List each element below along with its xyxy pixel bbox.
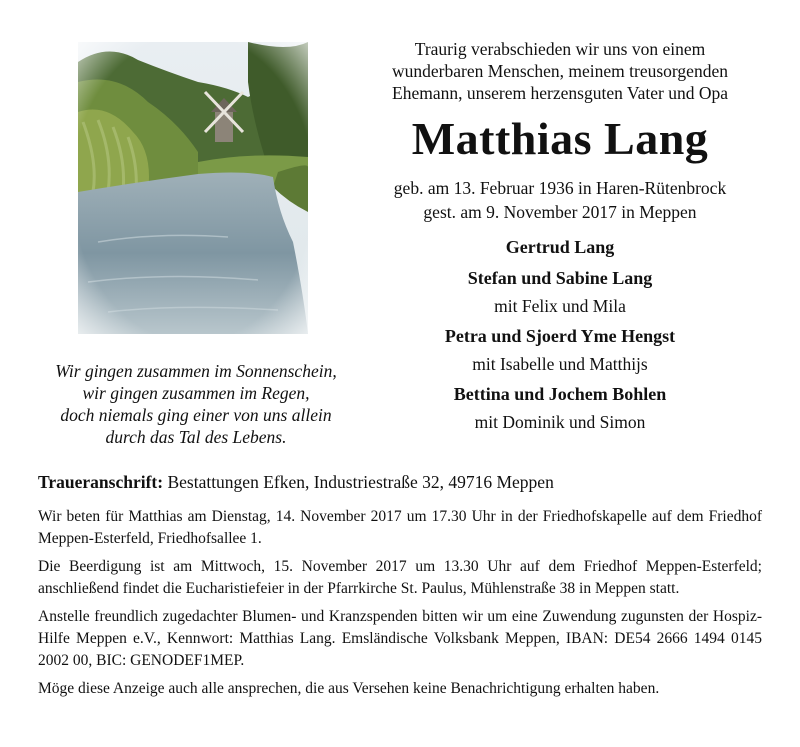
address-label: Traueranschrift: [38, 472, 164, 492]
intro-line: Ehemann, unserem herzensguten Vater und Opa [392, 83, 728, 103]
poem-line: Wir gingen zusammen im Sonnenschein, [55, 361, 337, 381]
intro-line: wunderbaren Menschen, meinem treusorgenden [392, 61, 728, 81]
burial-paragraph: Die Beerdigung ist am Mittwoch, 15. November 2017 um 13.30 Uhr auf dem Friedhof Meppen-Esterfeld; anschließend findet die Eucharistiefeier in der Pfarrkirche St. Paulus, Mühlenstraße 38 in Meppen statt. [38, 558, 762, 597]
intro-line: Traurig verabschieden wir uns von einem [414, 39, 706, 59]
spouse-name: Gertrud Lang [505, 237, 615, 257]
intro-text [370, 38, 750, 104]
poem-line: wir gingen zusammen im Regen, [82, 383, 310, 403]
memorial-poem [28, 360, 364, 448]
family-group-children: mit Dominik und Simon [474, 412, 646, 432]
announcement-body [38, 506, 762, 706]
life-dates [370, 176, 750, 224]
deceased-name: Matthias Lang [411, 113, 709, 164]
river-windmill-photo-icon [78, 42, 308, 334]
family-list [370, 233, 750, 435]
address-value: Bestattungen Efken, Industriestraße 32, 49716 Meppen [163, 472, 554, 492]
closing-paragraph: Möge diese Anzeige auch alle ansprechen, die aus Versehen keine Benachrichtigung erhalten haben. [38, 680, 660, 697]
birth-date: geb. am 13. Februar 1936 in Haren-Rütenbrock [393, 178, 727, 198]
family-group-children: mit Isabelle und Matthijs [472, 354, 648, 374]
poem-line: doch niemals ging einer von uns allein [60, 405, 332, 425]
family-group-names: Petra und Sjoerd Yme Hengst [444, 326, 676, 346]
memorial-photo [78, 42, 308, 334]
death-date: gest. am 9. November 2017 in Meppen [423, 202, 697, 222]
prayer-paragraph: Wir beten für Matthias am Dienstag, 14. November 2017 um 17.30 Uhr in der Friedhofskapelle auf dem Friedhof Meppen-Esterfeld, Friedhofsallee 1. [38, 508, 762, 547]
donation-paragraph: Anstelle freundlich zugedachter Blumen- und Kranzspenden bitten wir um eine Zuwendung zugunsten der Hospiz-Hilfe Meppen e.V., Kennwort: Matthias Lang. Emsländische Volksbank Meppen, IBAN: DE54 2666 1494 0145 2002 00, BIC: GENODEF1MEP. [38, 608, 762, 669]
poem-line: durch das Tal des Lebens. [105, 427, 287, 447]
family-group-children: mit Felix und Mila [494, 296, 626, 316]
family-group-names: Bettina und Jochem Bohlen [453, 384, 667, 404]
mourning-address [38, 470, 768, 494]
announcement-header [370, 38, 750, 438]
family-group-names: Stefan und Sabine Lang [467, 268, 653, 288]
